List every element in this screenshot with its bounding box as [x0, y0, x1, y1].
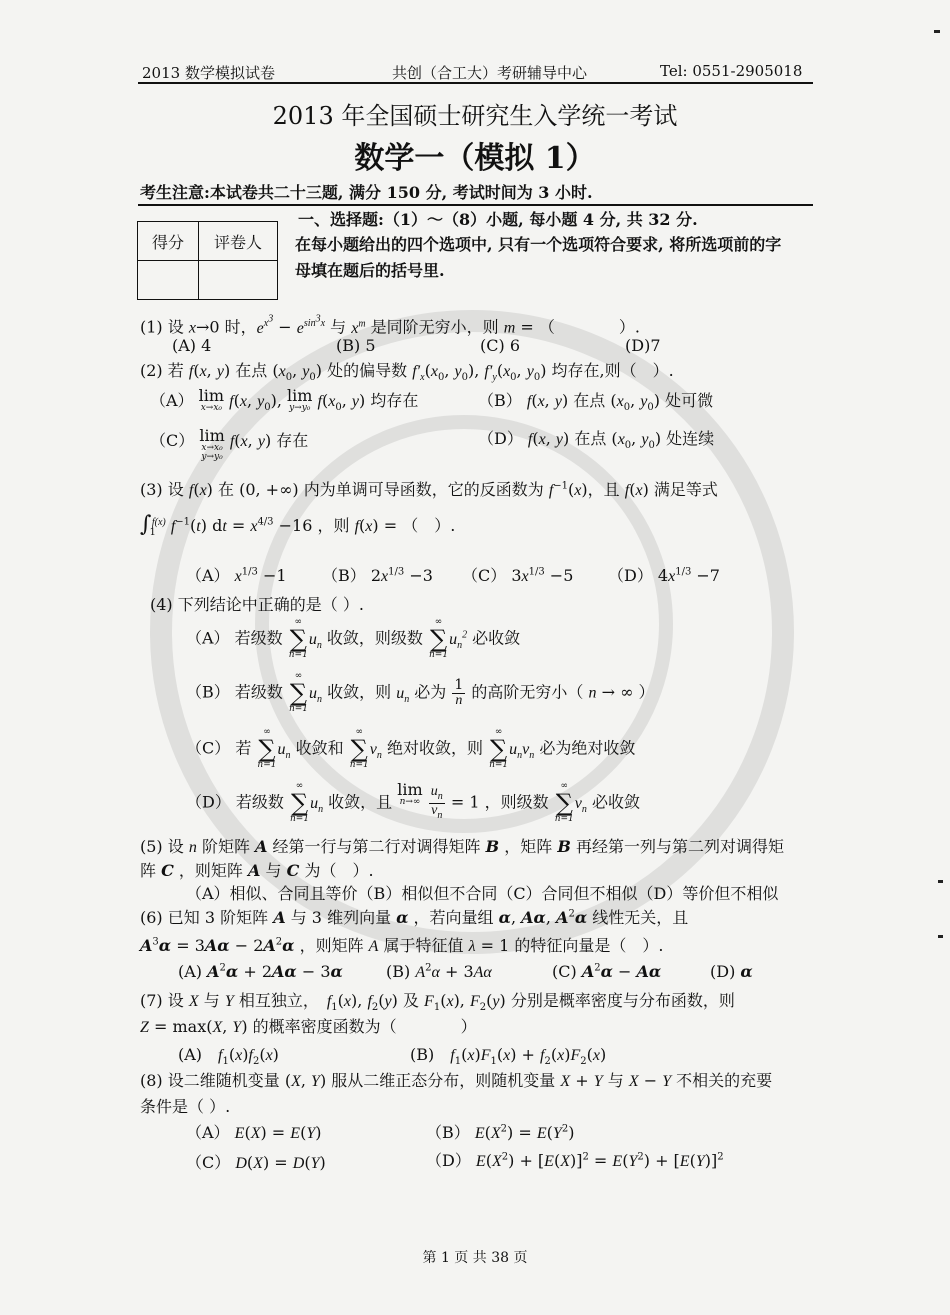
q7-number: (7) — [140, 991, 163, 1010]
question-6: (6) 已知 3 阶矩阵 A 与 3 维列向量 α ，若向量组 α, Aα, $A^2\alpha$ 线性无关，且 — [140, 908, 689, 927]
q3-number: (3) — [140, 480, 163, 499]
q6-option-a: (A) $A^2\alpha + 2A\alpha - 3\alpha$ — [178, 962, 343, 981]
exam-notice: 考生注意:本试卷共二十三题, 满分 150 分, 考试时间为 3 小时. — [140, 183, 593, 202]
exam-subtitle: 数学一（模拟 1） — [354, 141, 596, 176]
q2-number: (2) — [140, 361, 163, 380]
q4-number: (4) — [150, 595, 173, 614]
q6-option-c: (C) $A^2\alpha - A\alpha$ — [552, 962, 662, 981]
question-3: (3) 设 f(x) 在 (0, +∞) 内为单调可导函数，它的反函数为 $f^{-1}(x)$，且 f(x) 满足等式 — [140, 480, 718, 499]
scan-mark — [934, 30, 940, 33]
question-7-line-2: Z = max(X, Y) 的概率密度函数为（ ） — [140, 1017, 477, 1036]
q4-option-a: （A） 若级数 ∞ ∑ n=1 $u_n$ 收敛，则级数 ∞ ∑ n=1 $u_n^2$ 必收敛 — [186, 617, 521, 660]
score-table — [137, 221, 278, 300]
header-center: 共创（合工大）考研辅导中心 — [392, 64, 588, 82]
q3-option-d: （D） $4x^{1/3} -7$ — [608, 566, 720, 585]
q3-equation: $\int_1^{f(x)}$ $f^{-1}(t)$ dt = $x^{4/3} -16$ ，则 f(x) = （ ）. — [140, 512, 456, 539]
q1-option-b: (B) 5 — [336, 336, 376, 355]
q6-option-b: (B) $A^2\alpha + 3A\alpha$ — [386, 962, 492, 981]
q8-number: (8) — [140, 1071, 163, 1090]
q3-option-a: （A） $x^{1/3} -1$ — [186, 566, 287, 585]
q4-stem: 下列结论中正确的是（ ）. — [177, 595, 364, 614]
q3-option-b: （B） $2x^{1/3} -3$ — [322, 566, 433, 585]
score-label: 得分 — [138, 222, 199, 261]
question-5-line-2: 阵 C ，则矩阵 A 与 C 为（ ）. — [140, 861, 374, 880]
q6-number: (6) — [140, 908, 163, 927]
section-heading: 一、选择题:（1）～（8）小题, 每小题 4 分, 共 32 分. — [298, 210, 698, 229]
question-8: (8) 设二维随机变量 (X, Y) 服从二维正态分布，则随机变量 X + Y 与 X − Y 不相关的充要 — [140, 1071, 773, 1090]
question-7: (7) 设 X 与 Y 相互独立， $f_1(x)$, $f_2(y)$ 及 $F_1(x)$, $F_2(y)$ 分别是概率密度与分布函数，则 — [140, 991, 735, 1014]
q2-option-b: （B） f(x, y) 在点 ($x_0$, $y_0$) 处可微 — [478, 391, 714, 414]
score-cell[interactable] — [138, 261, 199, 300]
q1-number: (1) — [140, 317, 163, 337]
q8-option-b: （B） $E(X^2) = E(Y^2)$ — [426, 1123, 575, 1142]
q6-option-d: (D) α — [710, 962, 753, 981]
q2-option-d: （D） f(x, y) 在点 ($x_0$, $y_0$) 处连续 — [478, 429, 715, 452]
question-4 — [150, 592, 364, 615]
q5-number: (5) — [140, 837, 163, 856]
header-right: Tel: 0551-2905018 — [660, 62, 803, 80]
exam-title: 2013 年全国硕士研究生入学统一考试 — [272, 102, 678, 130]
q3-option-c: （C） $3x^{1/3} -5$ — [462, 566, 574, 585]
scan-mark — [938, 935, 943, 938]
question-8-line-2: 条件是（ ）. — [140, 1097, 231, 1116]
section-instruction-1: 在每小题给出的四个选项中, 只有一个选项符合要求, 将所选项前的字 — [295, 235, 782, 254]
q4-option-d: （D） 若级数 ∞ ∑ n=1 $u_n$ 收敛，且 lim n→∞ $\frac{u_n}{v_n}$ = 1 ，则级数 ∞ ∑ n=1 $v_n$ 必收敛 — [186, 780, 640, 824]
q8-option-d: （D） $E(X^2) + [E(X)]^2 = E(Y^2) + [E(Y)]^2$ — [426, 1151, 724, 1170]
grader-cell[interactable] — [199, 261, 278, 300]
question-5: (5) 设 n 阶矩阵 A 经第一行与第二行对调得矩阵 B ，矩阵 B 再经第一列与第二列对调得矩 — [140, 837, 784, 856]
header-rule — [138, 82, 813, 84]
section-instruction-2: 母填在题后的括号里. — [295, 261, 445, 280]
question-2: (2) 若 f(x, y) 在点 ($x_0$, $y_0$) 处的偏导数 $f'_x(x_0$, $y_0$), $f'_y(x_0$, $y_0$) 均存在,则（ ）. — [140, 361, 674, 384]
grader-label: 评卷人 — [199, 222, 278, 261]
page-footer: 第 1 页 共 38 页 — [422, 1250, 528, 1266]
q8-option-c: （C） D(X) = D(Y) — [186, 1153, 326, 1172]
q5-options: （A）相似、合同且等价（B）相似但不合同（C）合同但不相似（D）等价但不相似 — [186, 884, 779, 903]
q2-option-a: （A） lim x→x₀ f(x, $y_0$), lim y→y₀ $f(x_0$, y) 均存在 — [150, 386, 419, 414]
q7-option-a: (A) $f_1(x)f_2(x)$ — [178, 1045, 279, 1068]
q7-option-b: (B) $f_1(x)F_1(x) + f_2(x)F_2(x)$ — [410, 1045, 607, 1068]
q1-option-d: (D)7 — [625, 336, 661, 355]
q1-option-a: (A) 4 — [172, 336, 212, 355]
q8-option-a: （A） E(X) = E(Y) — [186, 1123, 322, 1142]
q1-option-c: (C) 6 — [480, 336, 520, 355]
q4-option-c: （C） 若 ∞ ∑ n=1 $u_n$ 收敛和 ∞ ∑ n=1 $v_n$ 绝对收敛，则 ∞ ∑ n=1 $u_nv_n$ 必为绝对收敛 — [186, 727, 636, 770]
q2-option-c: （C） lim x→x₀ y→y₀ f(x, y) 存在 — [150, 426, 309, 462]
scan-mark — [938, 880, 943, 883]
question-6-line-2: $A^3\alpha = 3A\alpha - 2A^2\alpha$ ，则矩阵 A 属于特征值 λ = 1 的特征向量是（ ）. — [140, 936, 664, 955]
header-left: 2013 数学模拟试卷 — [142, 64, 275, 82]
notice-rule — [138, 204, 813, 206]
q4-option-b: （B） 若级数 ∞ ∑ n=1 $u_n$ 收敛，则 $u_n$ 必为 $\frac{1}{n}$ 的高阶无穷小（ n → ∞ ） — [186, 671, 655, 714]
question-1: (1) 设 x→0 时，$e^{x^3} - e^{sin^3x}$ 与 $x^m$ 是同阶无穷小，则 m = （ ）. — [140, 314, 640, 337]
